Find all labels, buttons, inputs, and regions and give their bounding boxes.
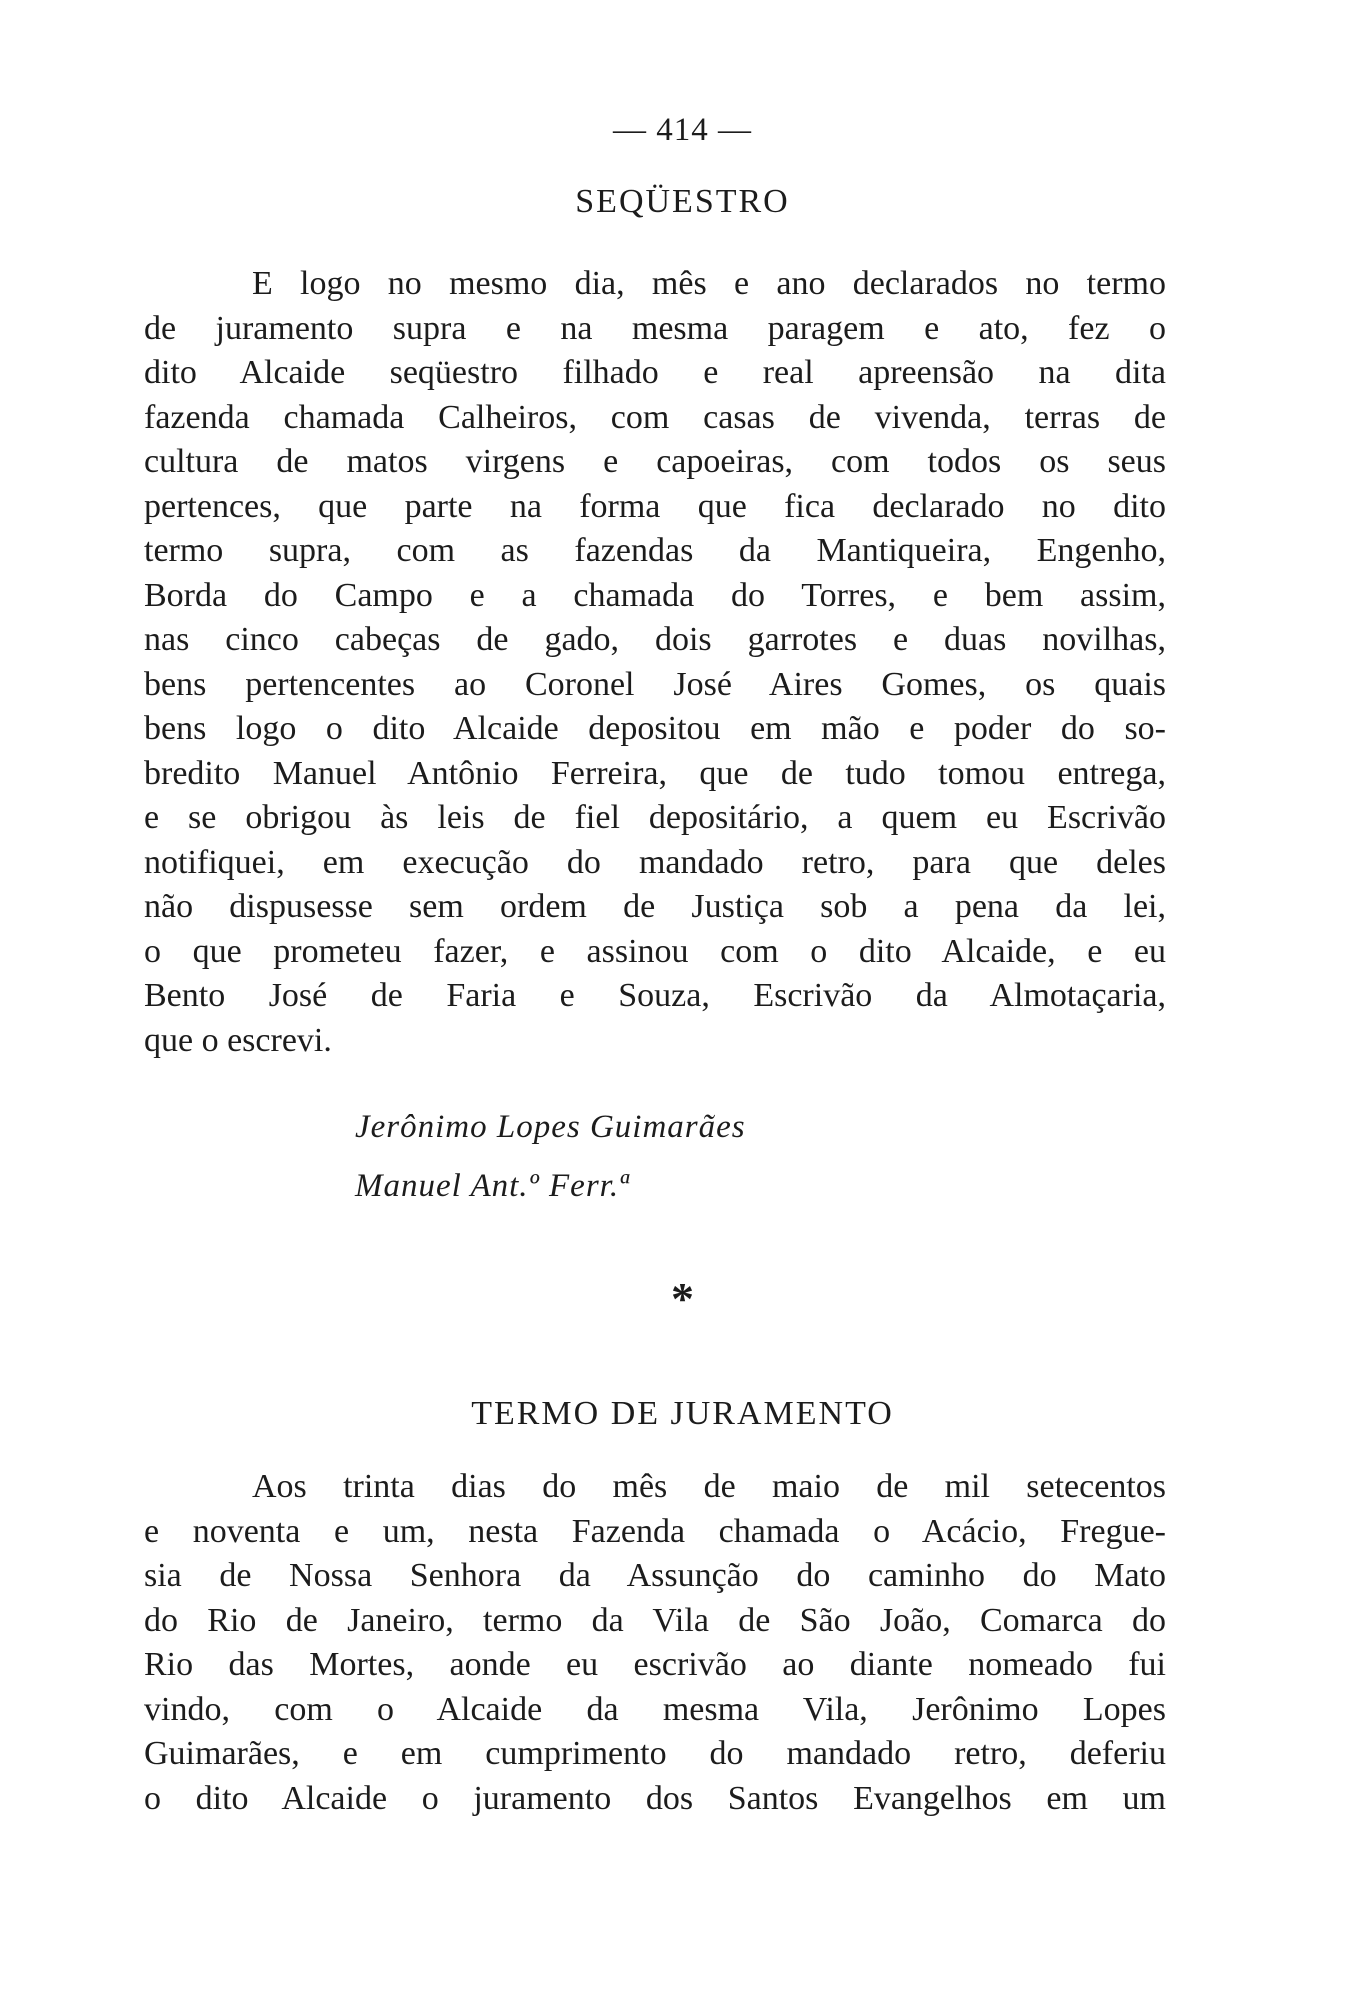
asterisk-separator: * xyxy=(671,1273,694,1324)
signature-line: Jerônimo Lopes Guimarães xyxy=(355,1109,746,1145)
text-line: e noventa e um, nesta Fazenda chamada o Acácio, Fregue- xyxy=(144,1512,1166,1550)
section-title-termo-de-juramento: TERMO DE JURAMENTO xyxy=(471,1395,894,1432)
text-line: bens logo o dito Alcaide depositou em mão e poder do so- xyxy=(144,710,1166,747)
text-line: bredito Manuel Antônio Ferreira, que de tudo tomou entrega, xyxy=(144,754,1166,792)
text-line: o dito Alcaide o juramento dos Santos Evangelhos em um xyxy=(144,1779,1166,1817)
text-line: E logo no mesmo dia, mês e ano declarados no termo xyxy=(252,265,1166,302)
text-line: notifiquei, em execução do mandado retro, para que deles xyxy=(144,843,1166,881)
signature-line: Manuel Ant.º Ferr.ª xyxy=(355,1168,630,1204)
text-line: dito Alcaide seqüestro filhado e real apreensão na dita xyxy=(144,354,1166,391)
text-line: vindo, com o Alcaide da mesma Vila, Jerônimo Lopes xyxy=(144,1690,1166,1728)
paragraph-termo-de-juramento xyxy=(144,1465,1166,1821)
text-line: Rio das Mortes, aonde eu escrivão ao diante nomeado fui xyxy=(144,1646,1166,1683)
text-line: Bento José de Faria e Souza, Escrivão da Almotaçaria, xyxy=(144,977,1166,1014)
text-line: cultura de matos virgens e capoeiras, com todos os seus xyxy=(144,443,1166,480)
section-title-sequestro: SEQÜESTRO xyxy=(575,183,790,220)
text-line: fazenda chamada Calheiros, com casas de vivenda, terras de xyxy=(144,398,1166,436)
text-line: nas cinco cabeças de gado, dois garrotes e duas novilhas, xyxy=(144,621,1166,658)
text-line: não dispusesse sem ordem de Justiça sob a pena da lei, xyxy=(144,888,1166,925)
text-line: do Rio de Janeiro, termo da Vila de São João, Comarca do xyxy=(144,1601,1166,1639)
text-line: que o escrevi. xyxy=(144,1021,332,1059)
text-line: e se obrigou às leis de fiel depositário, a quem eu Escrivão xyxy=(144,799,1166,836)
text-line: bens pertencentes ao Coronel José Aires Gomes, os quais xyxy=(144,665,1166,703)
text-line: de juramento supra e na mesma paragem e ato, fez o xyxy=(144,309,1166,347)
text-line: o que prometeu fazer, e assinou com o dito Alcaide, e eu xyxy=(144,932,1166,970)
text-line: pertences, que parte na forma que fica declarado no dito xyxy=(144,487,1166,525)
paragraph-sequestro xyxy=(144,262,1166,1063)
text-line: sia de Nossa Senhora da Assunção do caminho do Mato xyxy=(144,1557,1166,1594)
page-number: — 414 — xyxy=(613,112,752,148)
text-line: Guimarães, e em cumprimento do mandado retro, deferiu xyxy=(144,1735,1166,1772)
signature-block xyxy=(355,1098,746,1216)
text-line: Borda do Campo e a chamada do Torres, e bem assim, xyxy=(144,576,1166,614)
text-line: termo supra, com as fazendas da Mantiqueira, Engenho, xyxy=(144,532,1166,569)
text-line: Aos trinta dias do mês de maio de mil setecentos xyxy=(252,1468,1166,1505)
